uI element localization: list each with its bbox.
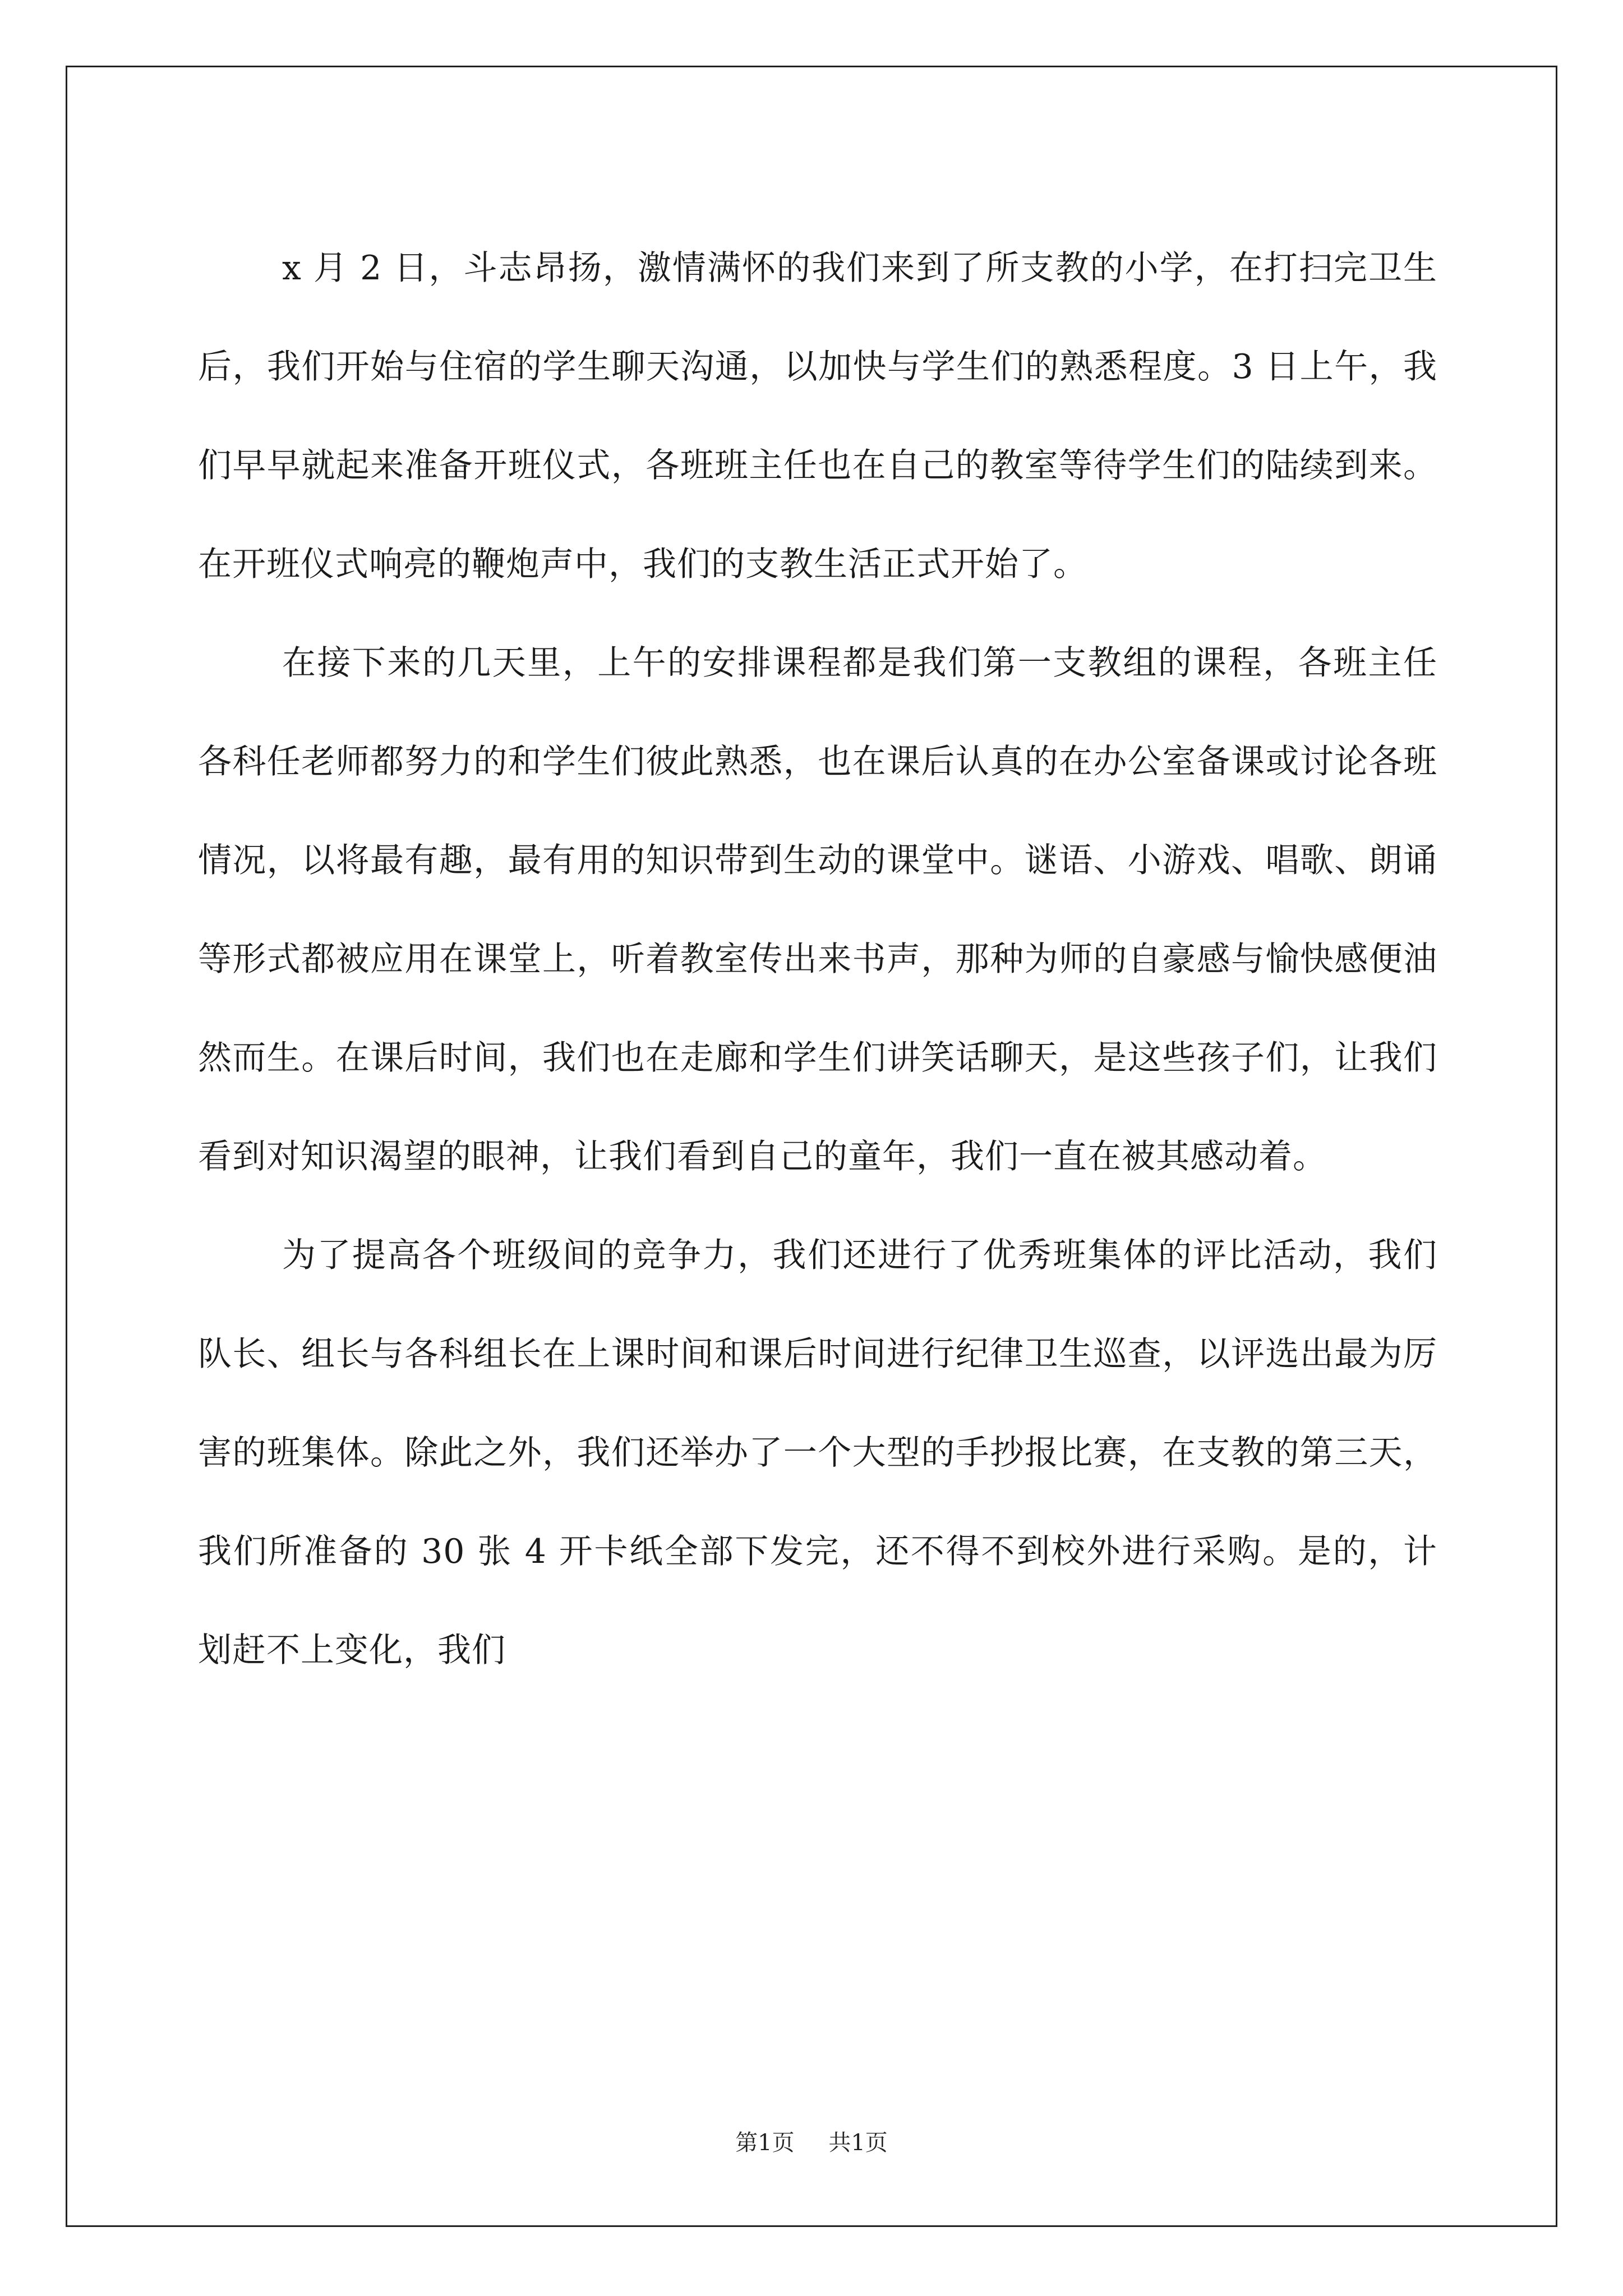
paragraph-line: 为了提高各个班级间的竞争力，我们还进行了优秀班集体的评比 [282,1236,1264,1275]
paragraph-line: 大型的手抄报比赛，在支教的第三天，我们所准备的 30 张 4 开卡纸全 [198,1433,1438,1571]
paragraph-line: 生巡查，以评选出最为厉害的班集体。除此之外，我们还举办了一个 [198,1335,1437,1473]
document-body [198,219,1437,1700]
page-total: 共1页 [828,2130,888,2156]
paragraph-line: 办公室备课或讨论各班情况，以将最有趣，最有用的知识带到生动的 [198,742,1438,880]
paragraph-3 [198,1206,1437,1700]
paragraph-line: 各班主任各科任老师都努力的和学生们彼此熟悉，也在课后认真的在 [198,643,1437,781]
paragraph-line: 在接下来的几天里，上午的安排课程都是我们第一支教组的课程， [282,643,1298,683]
paragraph-line: 间，我们也在走廊和学生们讲笑话聊天，是这些孩子们，让我们看到 [198,1038,1438,1176]
paragraph-line: 在自己的教室等待学生们的陆续到来。在开班仪式响亮的鞭炮声中， [198,446,1438,584]
paragraph-line: 打扫完卫生后，我们开始与住宿的学生聊天沟通，以加快与学生们的 [198,249,1437,386]
paragraph-line: 我们的支教生活正式开始了。 [643,545,1087,584]
paragraph-line: x 月 2 日，斗志昂扬，激情满怀的我们来到了所支教的小学，在 [282,249,1264,288]
paragraph-line: 部下发完，还不得不到校外进行采购。是的，计划赶不上变化，我们 [198,1532,1438,1670]
paragraph-2 [198,614,1437,1206]
page-footer [0,2126,1623,2160]
paragraph-line: 熟悉程度。3 日上午，我们早早就起来准备开班仪式，各班班主任也 [198,347,1437,485]
paragraph-line: 课堂中。谜语、小游戏、唱歌、朗诵等形式都被应用在课堂上，听着 [198,841,1437,979]
paragraph-line: 教室传出来书声，那种为师的自豪感与愉快感便油然而生。在课后时 [198,940,1438,1078]
paragraph-1 [198,219,1437,614]
paragraph-line: 活动，我们队长、组长与各科组长在上课时间和课后时间进行纪律卫 [198,1236,1437,1374]
paragraph-line: 对知识渴望的眼神，让我们看到自己的童年，我们一直在被其感动着。 [266,1137,1327,1176]
page-number: 第1页 [735,2130,795,2156]
